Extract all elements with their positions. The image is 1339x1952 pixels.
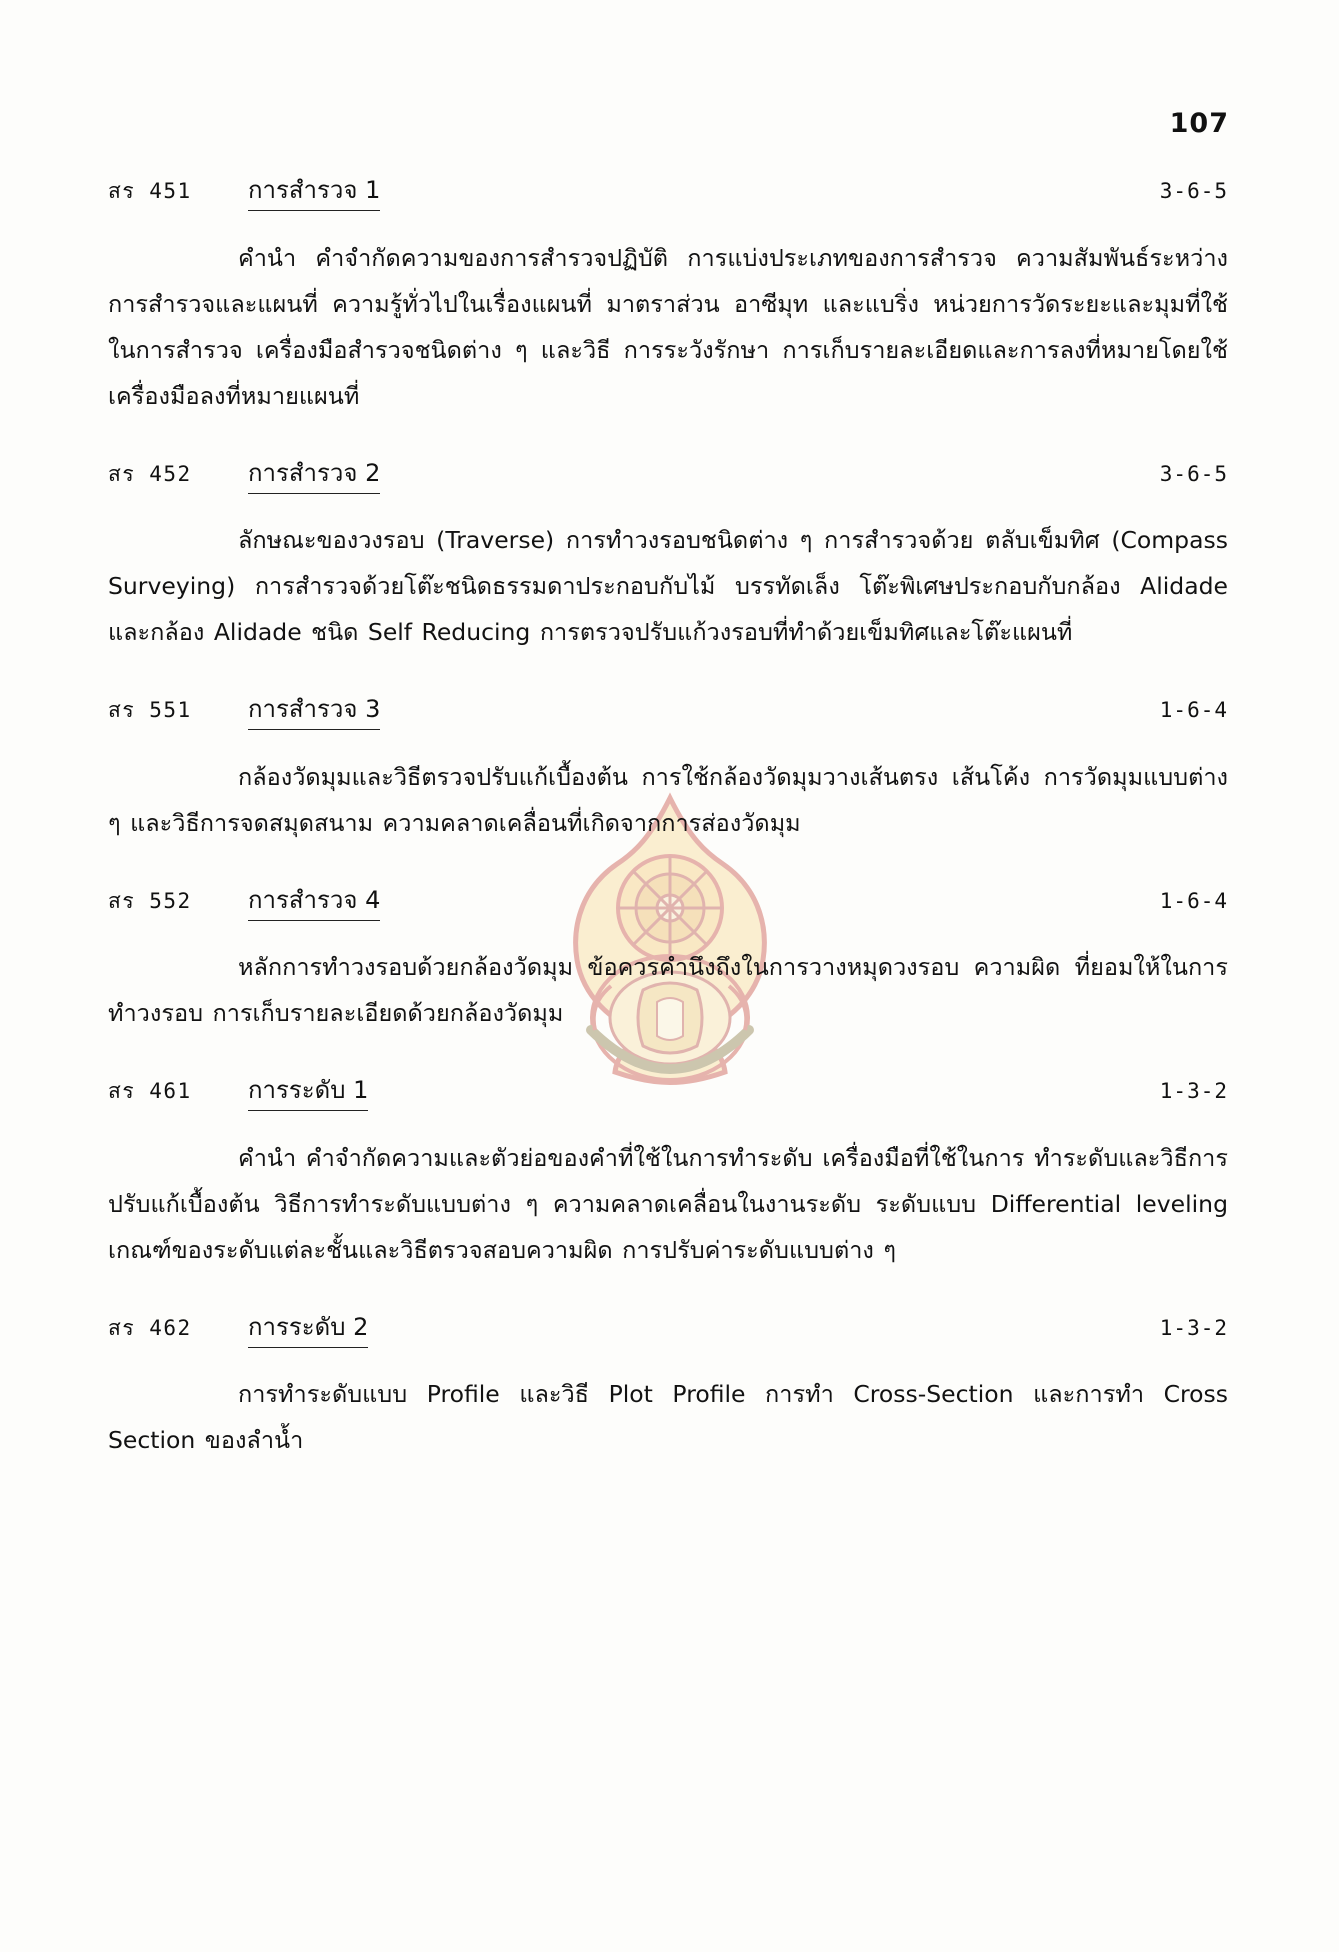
course-credits: 1-6-4 — [1159, 888, 1228, 913]
course-header — [108, 1307, 1228, 1348]
course-header — [108, 880, 1228, 921]
course-entry — [108, 1070, 1228, 1273]
course-header — [108, 170, 1228, 211]
course-code: สร 462 — [108, 1315, 192, 1340]
course-code: สร 451 — [108, 179, 192, 203]
course-title: การสำรวจ 4 — [248, 880, 380, 921]
course-description: หลักการทำวงรอบด้วยกล้องวัดมุม ข้อควรคำนึงถึงในการวางหมุดวงรอบ ความผิด ที่ยอมให้ในการทำวงรอบ การเก็บรายละเอียดด้วยกล้องวัดมุม — [108, 953, 1228, 1027]
course-credits: 3-6-5 — [1159, 461, 1228, 486]
course-credits: 1-6-4 — [1159, 698, 1228, 722]
course-entry — [108, 689, 1228, 846]
course-description: คำนำ คำจำกัดความและตัวย่อของคำที่ใช้ในการทำระดับ เครื่องมือที่ใช้ในการ ทำระดับและวิธีการปรับแก้เบื้องต้น วิธีการทำระดับแบบต่าง ๆ ความคลาดเคลื่อนในงานระดับ ระดับแบบ Differential leveling เกณฑ์ของระดับแต่ละชั้นและวิธีตรวจสอบความผิด การปรับค่าระดับแบบต่าง ๆ — [108, 1143, 1228, 1264]
course-header — [108, 689, 1228, 730]
course-description: ลักษณะของวงรอบ (Traverse) การทำวงรอบชนิดต่าง ๆ การสำรวจด้วย ตลับเข็มทิศ (Compass Surveying) การสำรวจด้วยโต๊ะชนิดธรรมดาประกอบกับไม้ บรรทัดเล็ง โต๊ะพิเศษประกอบกับกล้อง Alidade และกล้อง Alidade ชนิด Self Reducing การตรวจปรับแก้วงรอบที่ทำด้วยเข็มทิศและโต๊ะแผนที่ — [108, 526, 1228, 646]
course-code: สร 552 — [108, 888, 192, 913]
course-credits: 1-3-2 — [1159, 1079, 1228, 1103]
course-entry — [108, 1307, 1228, 1464]
course-code: สร 461 — [108, 1079, 192, 1103]
course-credits: 1-3-2 — [1159, 1315, 1228, 1340]
course-credits: 3-6-5 — [1159, 179, 1228, 203]
course-code: สร 551 — [108, 698, 192, 722]
course-list — [108, 170, 1228, 1497]
course-description: การทำระดับแบบ Profile และวิธี Plot Profile การทำ Cross-Section และการทำ Cross Section ของลำน้ำ — [108, 1380, 1228, 1454]
course-title: การสำรวจ 1 — [248, 170, 380, 211]
course-title: การระดับ 2 — [248, 1307, 368, 1348]
course-entry — [108, 453, 1228, 656]
course-title: การสำรวจ 3 — [248, 689, 380, 730]
course-title: การสำรวจ 2 — [248, 453, 380, 494]
course-header — [108, 453, 1228, 494]
course-title: การระดับ 1 — [248, 1070, 368, 1111]
course-description: คำนำ คำจำกัดความของการสำรวจปฏิบัติ การแบ่งประเภทของการสำรวจ ความสัมพันธ์ระหว่างการสำรวจและแผนที่ ความรู้ทั่วไปในเรื่องแผนที่ มาตราส่วน อาซีมุท และแบริ่ง หน่วยการวัดระยะและมุมที่ใช้ในการสำรวจ เครื่องมือสำรวจชนิดต่าง ๆ และวิธี การระวังรักษา การเก็บรายละเอียดและการลงที่หมายโดยใช้เครื่องมือลงที่หมายแผนที่ — [108, 243, 1228, 410]
page-number: 107 — [1169, 108, 1229, 139]
course-description: กล้องวัดมุมและวิธีตรวจปรับแก้เบื้องต้น การใช้กล้องวัดมุมวางเส้นตรง เส้นโค้ง การวัดมุมแบบต่าง ๆ และวิธีการจดสมุดสนาม ความคลาดเคลื่อนที่เกิดจากการส่องวัดมุม — [108, 762, 1228, 837]
course-entry — [108, 880, 1228, 1037]
course-entry — [108, 170, 1228, 419]
course-code: สร 452 — [108, 461, 192, 486]
course-header — [108, 1070, 1228, 1111]
